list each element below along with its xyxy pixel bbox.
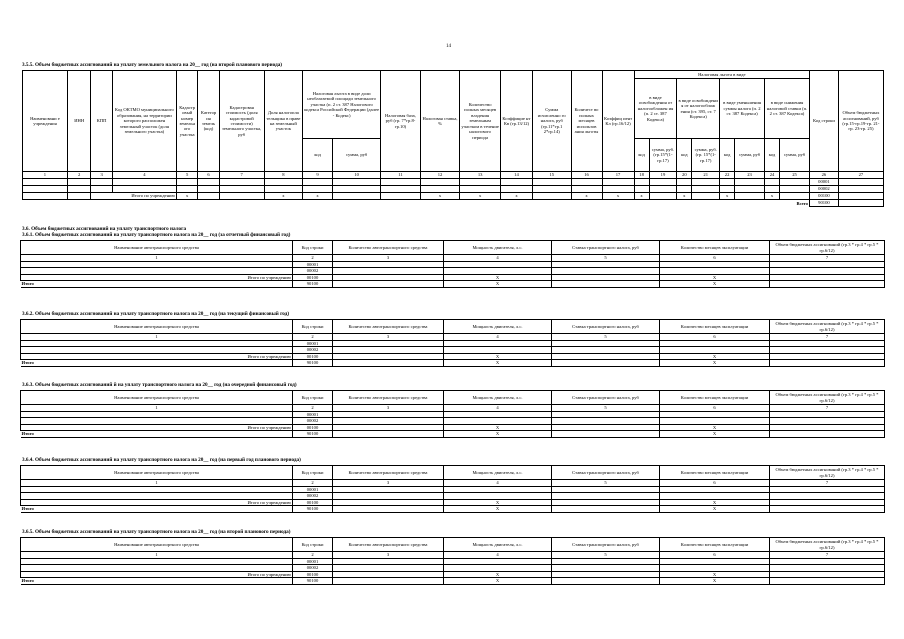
land-grand-row [23,200,884,207]
x-mark: x [500,193,532,200]
hdr-months: Количество месяцев эксплуатации [660,320,770,334]
col-number: 5 [176,172,197,179]
hdr-code-20: код [677,139,692,172]
hdr-rate: Ставка транспортного налога, руб [552,466,660,480]
grand-row [21,360,885,367]
x-mark: X [660,353,770,360]
hdr-exempt2: в виде освобождени я от налогооблож ения (ст. 395, ст. 7 Кодекса) [677,79,720,139]
hdr-row-code: Код строки [293,241,333,255]
hdr-kpp: КПП [91,71,112,172]
col-number: 3 [333,480,444,487]
x-mark: X [444,506,552,513]
hdr-vehicle: Наименование автотранспортного средства [21,320,293,334]
hdr-exempt1: в виде освобождения от налогообложен ия (п. 2 ст. 387 Кодекса) [634,79,677,139]
hdr-reduce-rate: в виде снижения налоговой ставки (п. 2 ст. 387 Кодекса) [765,79,810,139]
x-mark: X [660,499,770,506]
hdr-months: Количество месяцев эксплуатации [660,538,770,552]
col-number: 7 [770,480,885,487]
col-number: 6 [660,552,770,559]
hdr-benefit-group: Налоговая льгота в виде доли необлагаемой площади земельного участка (п. 2 ст. 387 Налогового кодекса Российской Федерации (далее - Кодекс) [303,71,381,139]
row-code: 00002 [293,493,333,500]
x-mark: x [720,193,735,200]
col-number: 6 [660,334,770,341]
col-number: 7 [770,405,885,412]
col-number: 23 [735,172,765,179]
grand-label: Итого [21,506,293,513]
grand-row [21,281,885,288]
total-label: Итого по учреждению [21,499,293,506]
row-code: 00001 [293,340,333,347]
col-number: 11 [381,172,421,179]
col-number: 4 [444,255,552,262]
grand-code: 90100 [293,281,333,288]
grand-label: Итого [21,578,293,585]
page-number: 14 [446,44,451,49]
x-mark: x [460,193,501,200]
hdr-row-code: Код строки [293,538,333,552]
x-mark: x [634,193,649,200]
col-number: 1 [23,172,68,179]
col-number: 2 [293,552,333,559]
transport-subtitle: 3.6.5. Объем бюджетных ассигнований на уплату транспортного налога на 20__ год (на второй планового периода) [22,529,291,535]
grand-row [21,506,885,513]
hdr-budget: Объем бюджетных ассигнований (гр.3 * гр.4 * гр.5 * гр.6/12) [770,241,885,255]
total-code: 00100 [293,571,333,578]
x-mark: X [444,499,552,506]
col-number: 10 [333,172,381,179]
transport-table [20,319,885,367]
col-number: 16 [571,172,602,179]
x-mark: X [660,578,770,585]
x-mark: x [303,193,333,200]
hdr-budget: Объем бюджетных ассигнований (гр.3 * гр.4 * гр.5 * гр.6/12) [770,538,885,552]
hdr-power: Мощность двигателя, л.с. [444,320,552,334]
col-number: 5 [552,405,660,412]
total-label: Итого по учреждению [21,424,293,431]
col-number: 24 [765,172,780,179]
col-number: 9 [303,172,333,179]
col-number: 7 [770,552,885,559]
transport-subtitle: 3.6.1. Объем бюджетных ассигнований на уплату транспортного налога на 20__ год (за отчетный финансовый год) [22,232,291,238]
hdr-sum-19: сумма, руб. (гр.15*(1-гр.17) [649,139,677,172]
hdr-count: Количество автотранспортного средства [333,320,444,334]
col-number: 5 [552,255,660,262]
transport-title: 3.6. Объем бюджетных ассигнований на уплату транспортного налога [22,226,187,232]
col-number: 5 [552,552,660,559]
col-number: 2 [293,334,333,341]
hdr-row-code: Код строки [293,320,333,334]
hdr-tax-base: Налоговая база, руб (гр. 7*гр.8-гр.10) [381,71,421,172]
x-mark: x [677,193,692,200]
x-mark: X [444,431,552,438]
col-number: 18 [634,172,649,179]
grand-label: Итого [21,281,293,288]
hdr-months: Количество месяцев эксплуатации [660,391,770,405]
total-code: 00100 [293,499,333,506]
hdr-row-code: Код строки [293,391,333,405]
hdr-months-own: Количество полных месяцев владения земельным участком в течение налогового периода [460,71,501,172]
hdr-power: Мощность двигателя, л.с. [444,466,552,480]
hdr-code: код [303,139,333,172]
col-number: 3 [333,255,444,262]
x-mark: X [444,424,552,431]
hdr-sum: сумма, руб [333,139,381,172]
hdr-sum-23: сумма, руб [735,139,765,172]
col-number: 2 [293,255,333,262]
x-mark: X [444,274,552,281]
hdr-count: Количество автотранспортного средства [333,538,444,552]
hdr-kv: Коэффицие нт Кв (гр.13/12) [500,71,532,172]
hdr-count: Количество автотранспортного средства [333,391,444,405]
hdr-months: Количество месяцев эксплуатации [660,241,770,255]
hdr-sum-21: сумма, руб.(гр. 15*(1-гр.17) [692,139,720,172]
col-number: 6 [660,255,770,262]
grand-code: 90100 [293,506,333,513]
hdr-code-18: код [634,139,649,172]
x-mark: x [765,193,780,200]
grand-label: Итого [21,431,293,438]
col-number: 21 [692,172,720,179]
col-number: 4 [444,405,552,412]
col-number: 13 [460,172,501,179]
row-code: 00002 [809,186,838,193]
hdr-power: Мощность двигателя, л.с. [444,391,552,405]
x-mark: x [602,193,634,200]
hdr-vehicle: Наименование автотранспортного средства [21,391,293,405]
total-code: 00100 [293,424,333,431]
total-label: Итого по учреждению [21,274,293,281]
x-mark: X [660,571,770,578]
x-mark: X [444,578,552,585]
col-number: 19 [649,172,677,179]
col-number: 1 [21,480,293,487]
col-number: 2 [293,405,333,412]
row-code: 00002 [293,268,333,275]
hdr-power: Мощность двигателя, л.с. [444,241,552,255]
col-number: 1 [21,255,293,262]
x-mark: X [444,571,552,578]
hdr-vehicle: Наименование автотранспортного средства [21,241,293,255]
hdr-share: Доля налогопла тельщика в праве на земельный участок [264,71,303,172]
col-number: 1 [21,552,293,559]
row-code: 00002 [293,418,333,425]
transport-subtitle: 3.6.4. Объем бюджетных ассигнований на уплату транспортного налога на 20__ год (на первый год планового периода) [22,457,301,463]
col-number: 14 [500,172,532,179]
col-number: 4 [444,334,552,341]
transport-table [20,465,885,513]
col-number: 4 [112,172,176,179]
transport-subtitle: 3.6.2. Объем бюджетных ассигнований на уплату транспортного налога на 20__ год (на текущий финансовый год) [22,311,290,317]
hdr-vehicle: Наименование автотранспортного средства [21,538,293,552]
col-number: 5 [552,480,660,487]
hdr-oktmo: Код ОКТМО муниципального образования, на территории которого расположен земельный участок (доля земельного участка) [112,71,176,172]
total-label: Итого по учреждению [21,353,293,360]
hdr-category: Категор ия земель (код) [198,71,219,172]
hdr-budget: Объем бюджетных ассигнований (гр.3 * гр.4 * гр.5 * гр.6/12) [770,466,885,480]
hdr-sum-25: сумма, руб [779,139,809,172]
col-number: 1 [21,334,293,341]
x-mark: X [660,431,770,438]
x-mark: X [660,274,770,281]
hdr-vehicle: Наименование автотранспортного средства [21,466,293,480]
x-mark: X [660,281,770,288]
hdr-count: Количество автотранспортного средства [333,241,444,255]
col-number: 3 [333,405,444,412]
row-code: 00001 [809,179,838,186]
hdr-cadastral-num: Кадастр овый номер земельн ого участка [176,71,197,172]
col-number: 12 [420,172,460,179]
grand-code: 90100 [809,200,838,207]
hdr-count: Количество автотранспортного средства [333,466,444,480]
x-mark: x [264,193,303,200]
col-number: 26 [809,172,838,179]
hdr-rate: Ставка транспортного налога, руб [552,391,660,405]
col-number: 15 [533,172,572,179]
hdr-budget: Объем бюджетных ассигнований, руб (гр.15-гр.19-гр. 21-гр. 23-гр. 25) [838,71,883,172]
hdr-code-22: код [720,139,735,172]
col-number: 5 [552,334,660,341]
col-number: 27 [838,172,883,179]
hdr-benefit-kind: Налоговая льгота в виде [634,71,809,79]
hdr-tax-rate: Налоговая ставка, % [420,71,460,172]
hdr-budget: Объем бюджетных ассигнований (гр.3 * гр.4 * гр.5 * гр.6/12) [770,320,885,334]
land-total-row [23,193,884,200]
col-number: 6 [198,172,219,179]
row-code: 00001 [293,261,333,268]
row-code: 00001 [293,411,333,418]
x-mark: x [420,193,460,200]
x-mark: x [571,193,602,200]
hdr-rate: Ставка транспортного налога, руб [552,241,660,255]
hdr-cad-value: Кадастровая стоимость (доля кадастровой стоимости) земельного участка, руб [219,71,264,172]
land-col-numbers [23,172,884,179]
col-number: 3 [91,172,112,179]
transport-table [20,537,885,585]
grand-row [21,578,885,585]
table-row [23,179,884,186]
hdr-inn: ИНН [67,71,91,172]
grand-label: Всего [796,200,808,206]
hdr-code-24: код [765,139,780,172]
col-number: 2 [67,172,91,179]
col-number: 3 [333,552,444,559]
grand-row [21,431,885,438]
hdr-kl: Коэффиц иент Кл (гр.16/12) [602,71,634,172]
land-tax-title: 3.5.5. Объем бюджетных ассигнований на уплату земельного налога на 20__ год (на второй планового периода) [22,62,283,68]
table-row [23,186,884,193]
x-mark: X [660,424,770,431]
row-code: 00002 [293,565,333,572]
transport-table [20,390,885,438]
grand-label: Итого [21,360,293,367]
x-mark: X [444,353,552,360]
x-mark: x [176,193,197,200]
col-number: 6 [660,405,770,412]
total-code: 00100 [293,353,333,360]
x-mark: X [660,506,770,513]
hdr-budget: Объем бюджетных ассигнований (гр.3 * гр.4 * гр.5 * гр.6/12) [770,391,885,405]
col-number: 2 [293,480,333,487]
hdr-months: Количество месяцев эксплуатации [660,466,770,480]
total-code: 00100 [293,274,333,281]
hdr-reduce-sum: в виде уменьшения суммы налога (п. 2 ст. 387 Кодекса) [720,79,765,139]
total-label: Итого по учреждению [21,571,293,578]
col-number: 25 [779,172,809,179]
hdr-rate: Ставка транспортного налога, руб [552,538,660,552]
hdr-power: Мощность двигателя, л.с. [444,538,552,552]
col-number: 4 [444,480,552,487]
hdr-calc-tax: Сумма исчисленно го налога, руб (гр.11*гр.1 2*гр.14) [533,71,572,172]
x-mark: X [444,360,552,367]
hdr-rate: Ставка транспортного налога, руб [552,320,660,334]
col-number: 8 [264,172,303,179]
land-tax-table [22,70,884,207]
hdr-name: Наименовани е учреждения [23,71,68,172]
grand-code: 90100 [293,360,333,367]
hdr-months-benefit: Количест во полных месяцев использов ания льготы [571,71,602,172]
col-number: 17 [602,172,634,179]
x-mark: X [444,281,552,288]
col-number: 1 [21,405,293,412]
col-number: 3 [333,334,444,341]
hdr-row-code: Код строки [809,71,838,172]
row-code: 00002 [293,347,333,354]
col-number: 7 [770,334,885,341]
grand-code: 90100 [293,578,333,585]
total-label: Итого по учреждению [91,193,177,200]
grand-code: 90100 [293,431,333,438]
hdr-row-code: Код строки [293,466,333,480]
col-number: 4 [444,552,552,559]
row-code: 00001 [293,558,333,565]
col-number: 22 [720,172,735,179]
col-number: 7 [219,172,264,179]
col-number: 6 [660,480,770,487]
col-number: 7 [770,255,885,262]
row-code: 00001 [293,486,333,493]
col-number: 20 [677,172,692,179]
total-code: 00100 [809,193,838,200]
x-mark: X [660,360,770,367]
transport-subtitle: 3.6.3. Объем бюджетных ассигнований й на уплату транспортного налога на 20__ год (на очередной финансовый год) [22,382,297,388]
transport-table [20,240,885,288]
